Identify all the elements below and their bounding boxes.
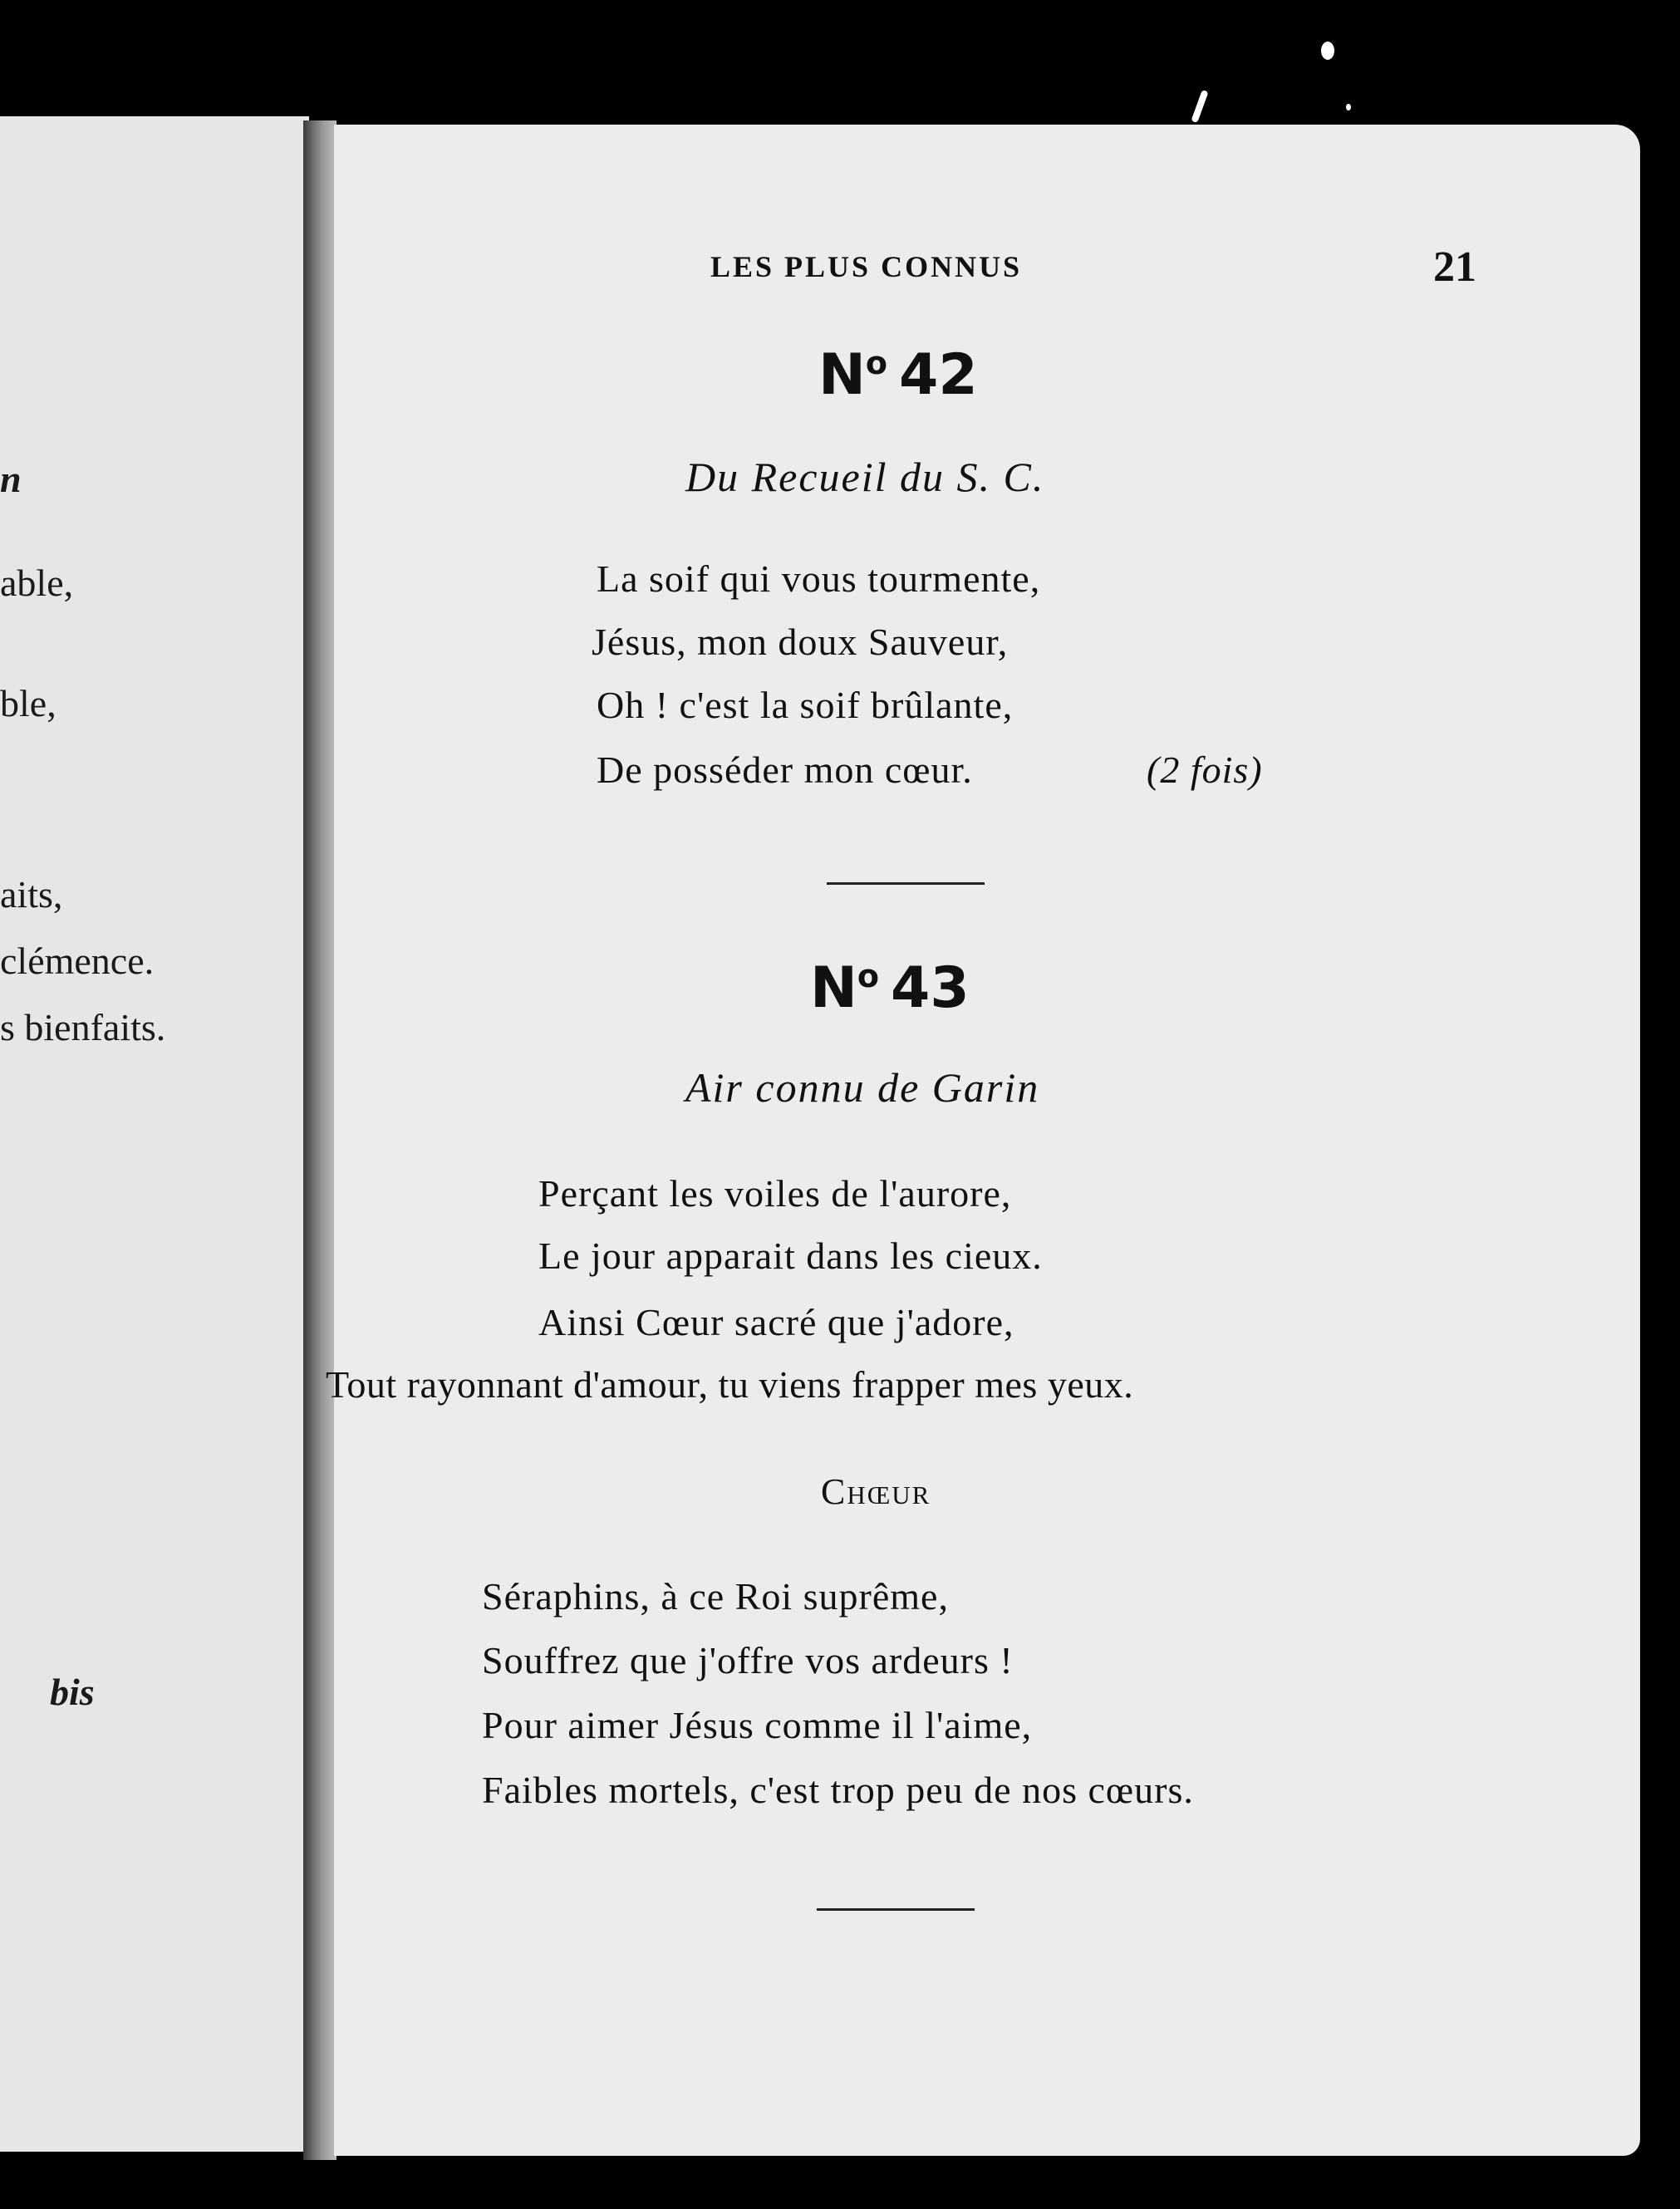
left-fragment-bis: bis xyxy=(50,1671,95,1713)
hymn-number-prefix: N xyxy=(818,342,866,408)
hymn-number-prefix: N xyxy=(810,955,857,1021)
chorus-line: Pour aimer Jésus comme il l'aime, xyxy=(482,1704,1033,1746)
dust-speck xyxy=(1321,42,1334,60)
hymn-number xyxy=(810,955,970,1021)
left-fragment: ble, xyxy=(0,682,56,724)
chorus-line: Faibles mortels, c'est trop peu de nos cœurs. xyxy=(482,1769,1194,1811)
page-number: 21 xyxy=(1433,243,1476,291)
hymn-subtitle: Air connu de Garin xyxy=(685,1064,1040,1111)
left-fragment: n xyxy=(0,458,22,500)
verse-line: Perçant les voiles de l'aurore, xyxy=(538,1172,1012,1215)
hymn-number-value: 43 xyxy=(891,955,970,1021)
left-fragment: s bienfaits. xyxy=(0,1006,166,1048)
left-fragment: aits, xyxy=(0,873,63,916)
left-fragment: able, xyxy=(0,562,74,604)
hymn-subtitle: Du Recueil du S. C. xyxy=(685,454,1045,500)
book-gutter xyxy=(303,120,336,2160)
hymn-number-value: 42 xyxy=(899,342,978,408)
verse-line: De posséder mon cœur. xyxy=(597,749,973,791)
verse-line: Tout rayonnant d'amour, tu viens frapper mes yeux. xyxy=(326,1363,1134,1406)
hymn-number-superscript: o xyxy=(865,345,888,381)
left-fragment: clémence. xyxy=(0,940,155,982)
section-divider xyxy=(817,1908,975,1911)
running-head: LES PLUS CONNUS xyxy=(710,250,1023,283)
verse-line: Oh ! c'est la soif brûlante, xyxy=(597,684,1014,726)
verse-line: Ainsi Cœur sacré que j'adore, xyxy=(538,1301,1014,1343)
chorus-line: Souffrez que j'offre vos ardeurs ! xyxy=(482,1639,1014,1681)
left-page-fragment xyxy=(0,116,309,2152)
verse-line: Jésus, mon doux Sauveur, xyxy=(592,621,1009,663)
hymn-number xyxy=(818,342,978,408)
right-page xyxy=(334,125,1640,2156)
chorus-line: Séraphins, à ce Roi suprême, xyxy=(482,1575,949,1617)
verse-line: La soif qui vous tourmente, xyxy=(597,557,1041,600)
dust-speck xyxy=(1346,104,1351,110)
hymn-number-superscript: o xyxy=(857,958,880,994)
chorus-label: Chœur xyxy=(821,1471,931,1512)
verse-line: Le jour apparait dans les cieux. xyxy=(538,1235,1043,1277)
dust-speck xyxy=(1191,90,1208,123)
repeat-note: (2 fois) xyxy=(1147,749,1263,791)
section-divider xyxy=(827,882,985,885)
